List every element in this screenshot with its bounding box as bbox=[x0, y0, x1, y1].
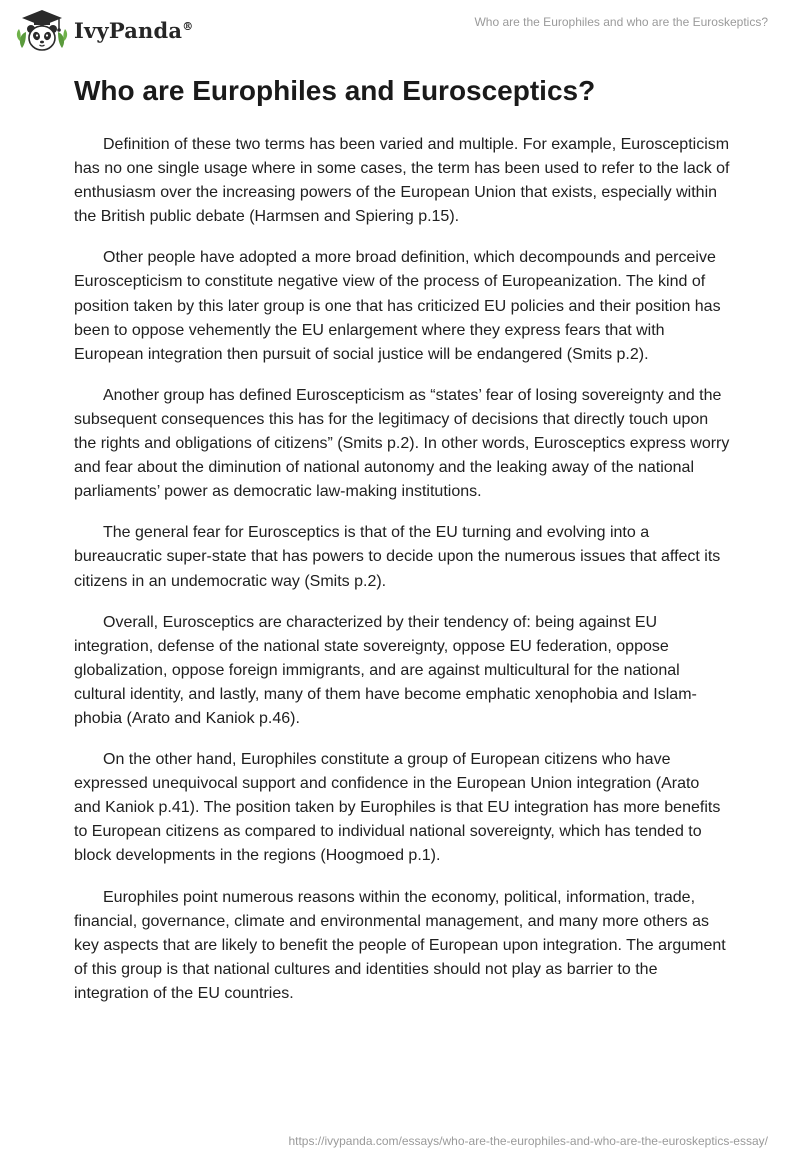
paragraph: On the other hand, Europhiles constitute a group of European citizens who have expressed unequivocal support and confidence in the European Union integration (Arato and Kaniok p.41). The position taken by Europhiles is that EU integration has more benefits to European citizens as compared to individual national sovereignty, which has tended to block developments in the regions (Hoogmoed p.1). bbox=[74, 751, 721, 865]
essay-body bbox=[74, 133, 730, 1023]
ivypanda-logo[interactable] bbox=[16, 8, 193, 52]
page-title: Who are Europhiles and Eurosceptics? bbox=[74, 75, 596, 106]
paragraph: Another group has defined Euroscepticism as “states’ fear of losing sovereignty and the subsequent consequences this has for the legitimacy of decisions that directly touch upon the rights and obligations of citizens” (Smits p.2). In other words, Eurosceptics express worry and fear about the diminution of national autonomy and the leaking away of the national parliaments’ power as democratic law-making institutions. bbox=[74, 386, 730, 501]
paragraph: Other people have adopted a more broad definition, which decompounds and perceive Euroscepticism to constitute negative view of the process of Europeanization. The kind of position taken by this later group is one that has criticized EU policies and their position has been to oppose vehemently the EU enlargement where they express fears that with European integration then pursuit of social justice will be endangered (Smits p.2). bbox=[74, 249, 721, 363]
page-header bbox=[0, 0, 800, 60]
source-url[interactable]: https://ivypanda.com/essays/who-are-the-europhiles-and-who-are-the-euroskeptics-essay/ bbox=[288, 1134, 768, 1148]
paragraph: Overall, Eurosceptics are characterized by their tendency of: being against EU integration, defense of the national state sovereignty, oppose EU federation, oppose globalization, oppose foreign immigrants, and are against multicultural for the national cultural identity, and lastly, many of them have become emphatic xenophobia and Islam-phobia (Arato and Kaniok p.46). bbox=[74, 613, 697, 727]
running-title: Who are the Europhiles and who are the Euroskeptics? bbox=[474, 15, 768, 29]
paragraph: The general fear for Eurosceptics is that of the EU turning and evolving into a bureaucratic super-state that has powers to decide upon the numerous issues that affect its citizens in an undemocratic way (Smits p.2). bbox=[74, 524, 721, 590]
panda-logo-icon bbox=[16, 8, 68, 52]
paragraph: Europhiles point numerous reasons within the economy, political, information, trade, financial, governance, climate and environmental management, and many more others as key aspects that are likely to benefit the people of European upon integration. The argument of this group is that national cultures and identities should not play as barrier to the integration of the EU countries. bbox=[74, 888, 726, 1002]
paragraph: Definition of these two terms has been varied and multiple. For example, Euroscepticism has no one single usage where in some cases, the term has been used to refer to the lack of enthusiasm over the increasing powers of the European Union that exists, especially within the British public debate (Harmsen and Spiering p.15). bbox=[74, 136, 730, 226]
logo-wordmark: IvyPanda® bbox=[74, 17, 194, 43]
